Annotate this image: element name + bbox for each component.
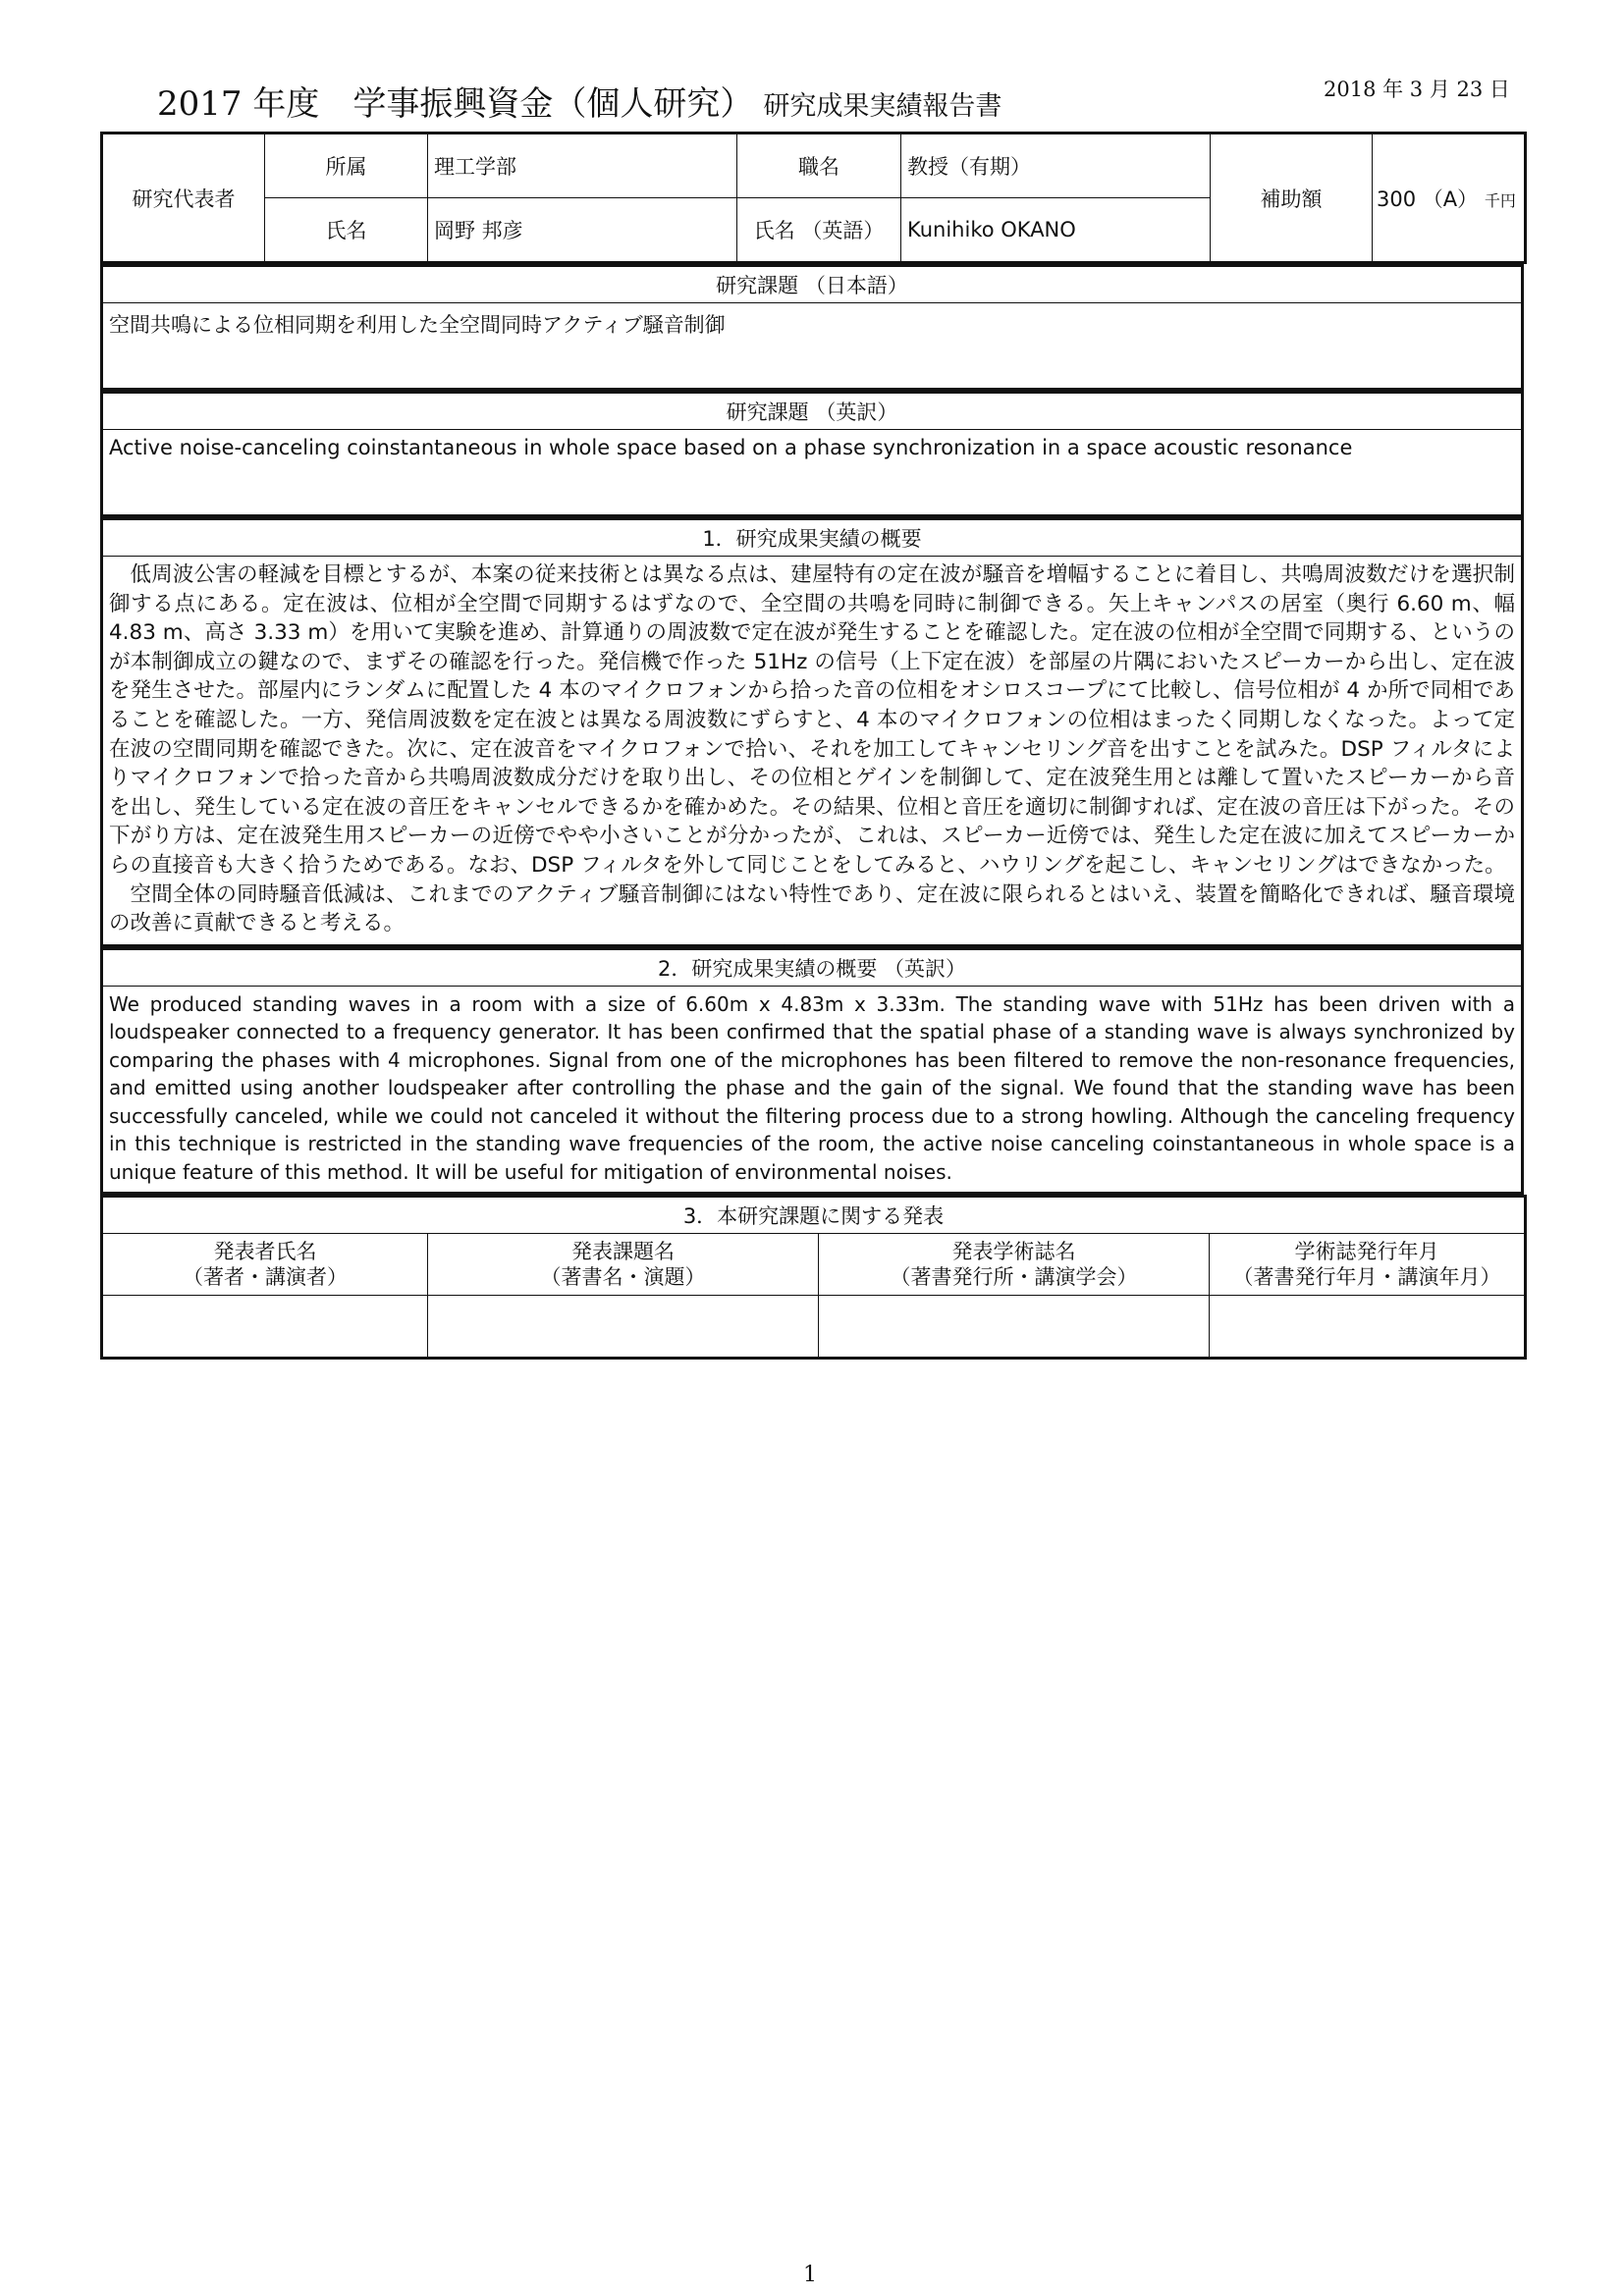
title-subtitle: 研究成果実績報告書 — [763, 91, 1002, 122]
column-header-presentation-title: 発表課題名 （著書名・演題） — [428, 1234, 819, 1296]
summary-en-heading: 2．研究成果実績の概要 （英訳） — [102, 948, 1523, 986]
name-en-label: 氏名 （英語） — [737, 198, 901, 263]
affiliation-label: 所属 — [265, 133, 428, 198]
grant-label: 補助額 — [1211, 133, 1373, 263]
grant-unit: 千円 — [1484, 190, 1516, 210]
affiliation-value: 理工学部 — [428, 133, 737, 198]
topic-en-heading: 研究課題 （英訳） — [102, 393, 1523, 430]
summary-ja-paragraph: 空間全体の同時騒音低減は、これまでのアクティブ騒音制御にはない特性であり、定在波に限られるとはいえ、装置を簡略化できれば、騒音環境の改善に貢献できると考える。 — [109, 881, 1515, 936]
summary-ja-body — [102, 557, 1523, 946]
report-date: 2018 年 3 月 23 日 — [1324, 78, 1510, 101]
summary-en-section — [100, 947, 1524, 1196]
summary-ja-section — [100, 517, 1524, 947]
publications-section — [100, 1195, 1527, 1360]
title-main: 2017 年度 学事振興資金（個人研究） — [157, 84, 754, 124]
name-label: 氏名 — [265, 198, 428, 263]
position-value: 教授（有期） — [901, 133, 1211, 198]
document-title — [157, 77, 1001, 125]
column-header-publication-date: 学術誌発行年月 （著書発行年月・講演年月） — [1210, 1234, 1526, 1296]
topic-ja-heading: 研究課題 （日本語） — [102, 266, 1523, 303]
researcher-info-table — [100, 132, 1527, 264]
representative-label: 研究代表者 — [102, 133, 265, 263]
topic-ja-section — [100, 264, 1524, 391]
topic-en-text: Active noise-canceling coinstantaneous in whole space based on a phase synchronization in a space acoustic resonance — [102, 430, 1523, 516]
summary-en-body — [102, 986, 1523, 1194]
grant-amount: 300 （A） — [1377, 187, 1479, 211]
topic-en-section — [100, 391, 1524, 517]
publications-heading: 3．本研究課題に関する発表 — [102, 1197, 1526, 1234]
page-number: 1 — [803, 2263, 817, 2287]
journal-cell — [819, 1296, 1210, 1359]
column-header-presenter: 発表者氏名 （著者・講演者） — [102, 1234, 428, 1296]
table-row — [102, 1296, 1526, 1359]
grant-value — [1373, 133, 1526, 263]
name-en-value: Kunihiko OKANO — [901, 198, 1211, 263]
publication-date-cell — [1210, 1296, 1526, 1359]
presentation-title-cell — [428, 1296, 819, 1359]
name-value: 岡野 邦彦 — [428, 198, 737, 263]
summary-en-paragraph: We produced standing waves in a room with a size of 6.60m x 4.83m x 3.33m. The standing wave with 51Hz has been driven with a loudspeaker connected to a frequency generator. It has been confirmed that the spatial phase of a standing wave is always synchronized by comparing the phases with 4 microphones. Signal from one of the microphones has been filtered to remove the non-resonance frequencies, and emitted using another loudspeaker after controlling the phase and the gain of the signal. We found that the standing wave has been successfully canceled, while we could not canceled it without the filtering process due to a strong howling. Although the canceling frequency in this technique is restricted in the standing wave frequencies of the room, the active noise canceling coinstantaneous in whole space is a unique feature of this method. It will be useful for mitigation of environmental noises. — [109, 991, 1515, 1184]
report-form — [100, 132, 1524, 1360]
presenter-cell — [102, 1296, 428, 1359]
summary-ja-heading: 1．研究成果実績の概要 — [102, 519, 1523, 557]
column-header-journal: 発表学術誌名 （著書発行所・講演学会） — [819, 1234, 1210, 1296]
position-label: 職名 — [737, 133, 901, 198]
topic-ja-text: 空間共鳴による位相同期を利用した全空間同時アクティブ騒音制御 — [102, 303, 1523, 390]
summary-ja-paragraph: 低周波公害の軽減を目標とするが、本案の従来技術とは異なる点は、建屋特有の定在波が騒音を増幅することに着目し、共鳴周波数だけを選択制御する点にある。定在波は、位相が全空間で同期するはずなので、全空間の共鳴を同時に制御できる。矢上キャンパスの居室（奥行 6.60 m、幅 4.83 m、高さ 3.33 m）を用いて実験を進め、計算通りの周波数で定在波が発生することを確認した。定在波の位相が全空間で同期する、というのが本制御成立の鍵なので、まずその確認を行った。発信機で作った 51Hz の信号（上下定在波）を部屋の片隅においたスピーカーから出し、定在波を発生させた。部屋内にランダムに配置した 4 本のマイクロフォンから拾った音の位相をオシロスコープにて比較し、信号位相が 4 か所で同相であることを確認した。一方、発信周波数を定在波とは異なる周波数にずらすと、4 本のマイクロフォンの位相はまったく同期しなくなった。よって定在波の空間同期を確認できた。次に、定在波音をマイクロフォンで拾い、それを加工してキャンセリング音を出すことを試みた。DSP フィルタによりマイクロフォンで拾った音から共鳴周波数成分だけを取り出し、その位相とゲインを制御して、定在波発生用とは離して置いたスピーカーから音を出し、発生している定在波の音圧をキャンセルできるかを確かめた。その結果、位相と音圧を適切に制御すれば、定在波の音圧は下がった。その下がり方は、定在波発生用スピーカーの近傍でやや小さいことが分かったが、これは、スピーカー近傍では、発生した定在波に加えてスピーカーからの直接音も大きく拾うためである。なお、DSP フィルタを外して同じことをしてみると、ハウリングを起こし、キャンセリングはできなかった。 — [109, 562, 1515, 878]
